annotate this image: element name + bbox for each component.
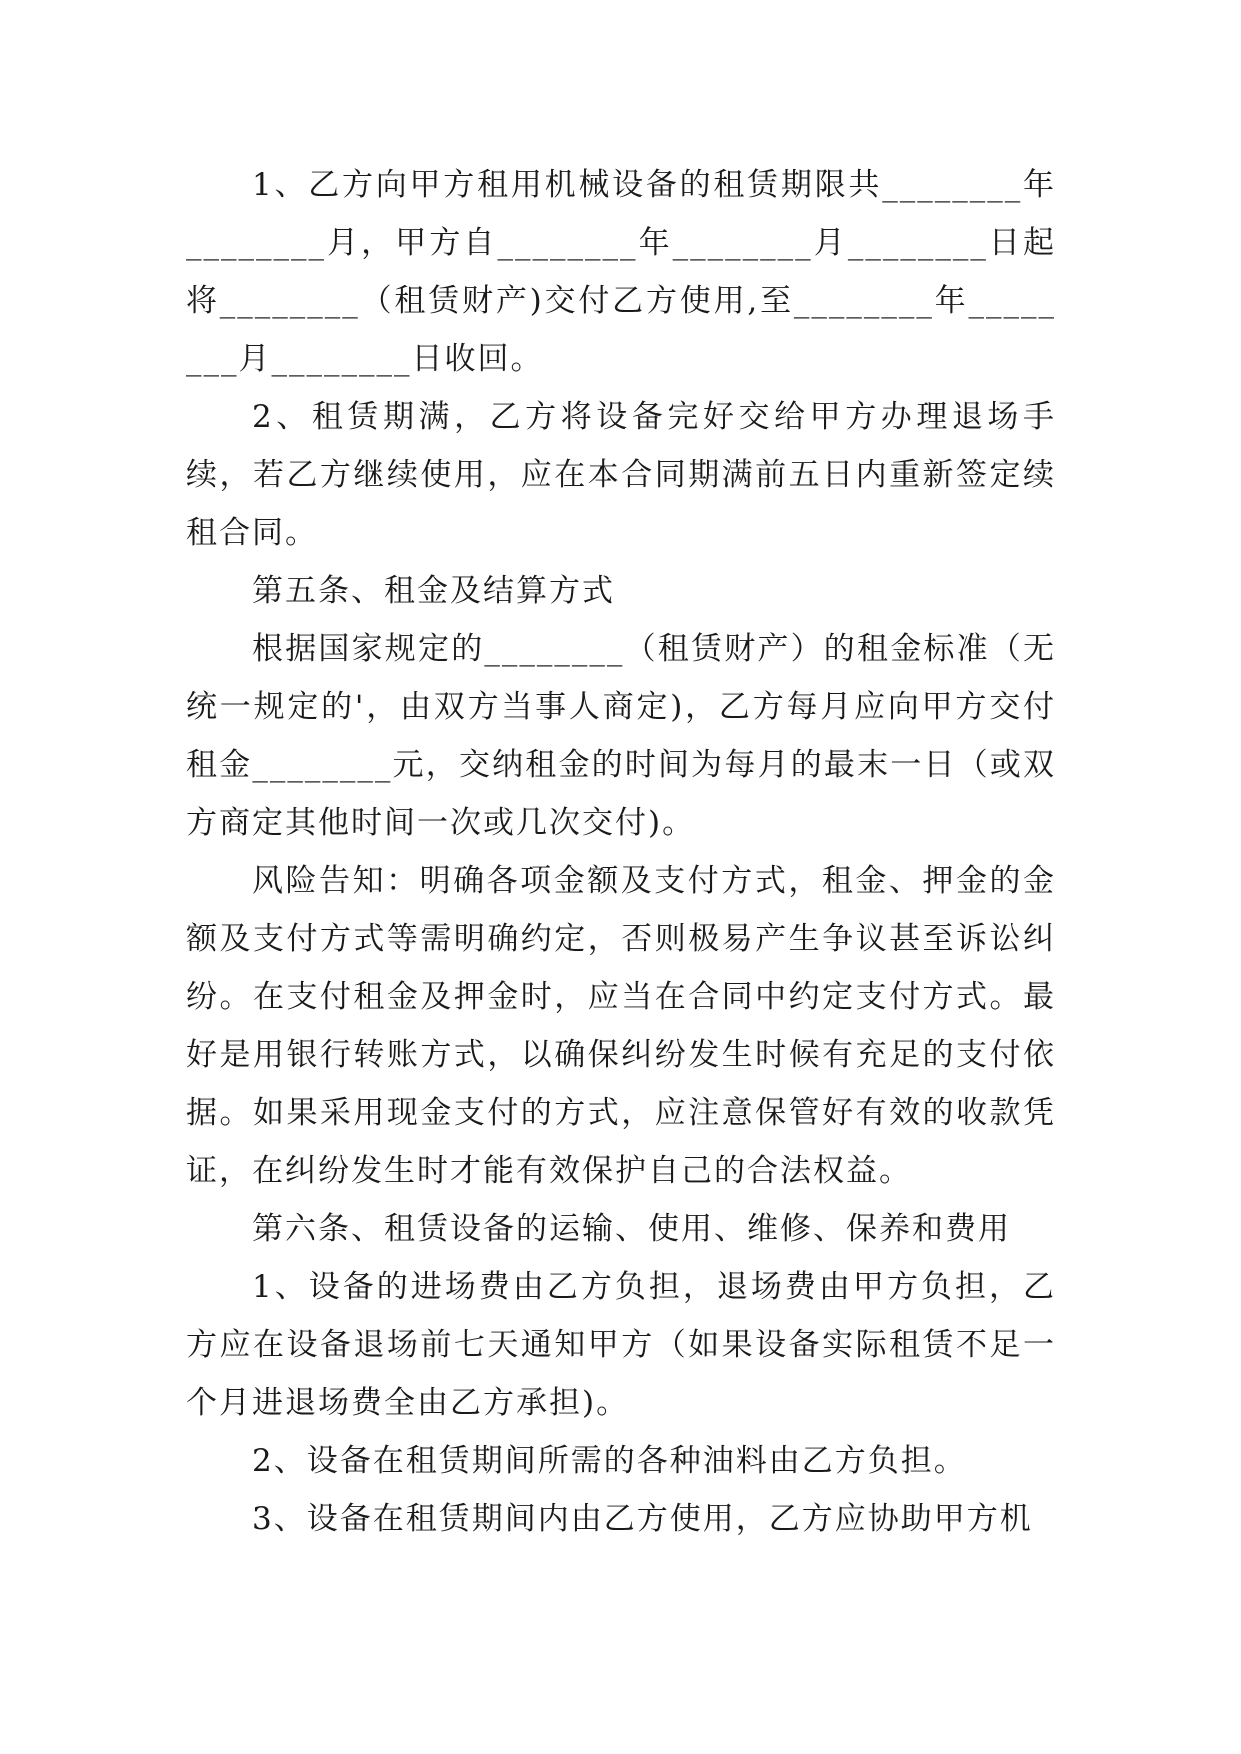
paragraph-lease-expiry: 2、租赁期满，乙方将设备完好交给甲方办理退场手续，若乙方继续使用，应在本合同期满前五日内重新签定续租合同。 bbox=[186, 399, 1056, 551]
paragraph-entry-exit-fee: 1、设备的进场费由乙方负担，退场费由甲方负担，乙方应在设备退场前七天通知甲方（如果设备实际租赁不足一个月进退场费全由乙方承担)。 bbox=[186, 1269, 1056, 1421]
paragraph-lease-term: 1、乙方向甲方租用机械设备的租赁期限共________年________月，甲方自________年________月________日起将________（租赁财产)交付乙方使用,至________年________月________日收回。 bbox=[186, 167, 1056, 377]
heading-article-5: 第五条、租金及结算方式 bbox=[252, 573, 615, 609]
paragraph-fuel-cost: 2、设备在租赁期间所需的各种油料由乙方负担。 bbox=[252, 1443, 967, 1479]
document-body bbox=[186, 156, 1056, 1548]
heading-article-6: 第六条、租赁设备的运输、使用、维修、保养和费用 bbox=[252, 1211, 1011, 1247]
paragraph-risk-notice: 风险告知：明确各项金额及支付方式，租金、押金的金额及支付方式等需明确约定，否则极易产生争议甚至诉讼纠纷。在支付租金及押金时，应当在合同中约定支付方式。最好是用银行转账方式，以确保纠纷发生时候有充足的支付依据。如果采用现金支付的方式，应注意保管好有效的收款凭证，在纠纷发生时才能有效保护自己的合法权益。 bbox=[186, 863, 1056, 1189]
paragraph-equipment-use: 3、设备在租赁期间内由乙方使用，乙方应协助甲方机 bbox=[252, 1501, 1033, 1537]
paragraph-rent-standard: 根据国家规定的________（租赁财产）的租金标准（无统一规定的'，由双方当事人商定)，乙方每月应向甲方交付租金________元，交纳租金的时间为每月的最末一日（或双方商定其他时间一次或几次交付)。 bbox=[186, 631, 1056, 841]
